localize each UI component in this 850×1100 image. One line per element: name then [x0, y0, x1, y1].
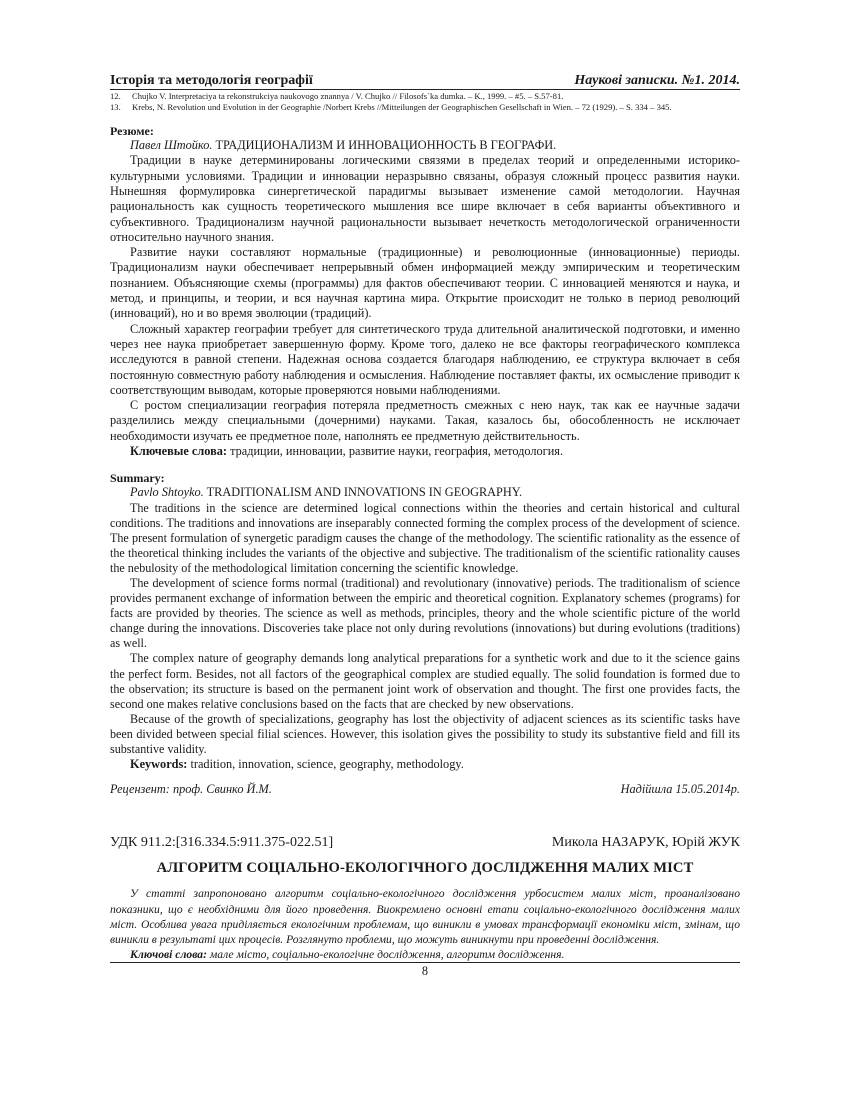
reference-text: Chujko V. Interpretaciya ta rekonstrukciya naukovogo znannya / V. Chujko // Filosofs`ka dumka. – K., 1999. – #5. – S.57-81. [132, 91, 564, 101]
summary-paragraph: The complex nature of geography demands long analytical preparations for a synthetic work and due to it the science gains the perfect form. Besides, not all factors of the geographical complex are studied equally. The solid foundation is formed due to the observation; its structure is based on the permanent joint work of observation and thought. The first one provides facts, the second one makes relative conclusions based on the facts that are checked by new observations. [110, 651, 740, 711]
article-keywords [110, 947, 740, 963]
reference-number: 13. [110, 101, 121, 112]
summary-byline [110, 485, 740, 500]
summary-block [110, 471, 740, 772]
summary-title: TRADITIONALISM AND INNOVATIONS IN GEOGRAPHY. [206, 485, 523, 500]
reference-item [110, 91, 740, 102]
udk-code: УДК 911.2:[316.334.5:911.375-022.51] [110, 835, 334, 851]
summary-heading: Summary: [110, 471, 165, 486]
page-number: 8 [421, 964, 429, 979]
summary-keywords [110, 757, 740, 772]
summary-keywords-label: Keywords: [130, 757, 188, 772]
reference-number: 12. [110, 91, 121, 101]
resume-keywords-text: традиции, инновации, развитие науки, география, методология. [227, 444, 564, 459]
reference-item [110, 102, 740, 113]
signoff-row [110, 782, 740, 797]
summary-keywords-text: tradition, innovation, science, geography, methodology. [187, 757, 464, 772]
header-journal-issue: Наукові записки. №1. 2014. [574, 73, 740, 88]
reference-text: Krebs, N. Revolution und Evolution in der Geographie /Norbert Krebs //Mitteilungen der Geographischen Gesellschaft in Wien. – 72 (1929). – S. 334 – 345. [132, 101, 672, 112]
resume-byline [110, 138, 740, 153]
received-date: Надійшла 15.05.2014р. [620, 782, 740, 797]
resume-paragraph: С ростом специализации география потеряла предметность смежных с нею наук, так как ее научные задачи разделились между специальными (дочерними) науками. Такая, казалось бы, обособленность не исключает необходимости изучать ее предметное поле, наполнять ее предметную действительность. [110, 398, 740, 443]
summary-paragraph: Because of the growth of specializations, geography has lost the objectivity of adjacent sciences as its scientific tasks have been divided between special filial sciences. However, this isolation gives the possibility to study its substantive field and fill its substantive validity. [110, 711, 740, 757]
resume-title: ТРАДИЦИОНАЛИЗМ И ИННОВАЦИОННОСТЬ В ГЕОГРАФИ. [215, 138, 557, 153]
article-keywords-text: мале місто, соціально-екологічне дослідження, алгоритм дослідження. [206, 948, 565, 962]
resume-keywords-label: Ключевые слова: [130, 444, 227, 459]
article-keywords-label: Ключові слова: [130, 948, 207, 962]
article-abstract: У статті запропоновано алгоритм соціально-екологічного дослідження урбосистем малих міст, проаналізовано показники, що є необхідними для його проведення. Виокремлено основні етапи соціально-екологічного дослідження малих міст. Особлива увага приділяється екологічним проблемам, що виникли в умовах трансформації економіки міст, змінам, що виникли в результаті цих процесів. Розглянуто проблеми, що можуть виникнути при проведенні дослідження. [110, 887, 740, 947]
resume-author: Павел Штойко. [130, 138, 213, 153]
journal-page [110, 72, 740, 979]
resume-heading: Резюме: [110, 124, 154, 139]
header-section-title: Історія та методологія географії [110, 73, 313, 88]
resume-paragraph: Сложный характер географии требует для синтетического труда длительной аналитической подготовки, и именно через нее наука приобретает завершенную форму. Кроме того, далеко не все факторы географического комплекса исследуются в равной степени. Надежная основа создается благодаря наблюдению, ее структура включает в себя постоянную совместную работу наблюдения и осмысления. Наблюдение поставляет факты, их осмысление приводит к соответствующим выводам, которые проверяются новыми наблюдениями. [110, 321, 740, 397]
resume-paragraph: Традиции в науке детерминированы логическими связями в пределах теорий и определенными историко-культурными условиями. Традиции и инновации неразрывно связаны, образуя сложный процесс развития науки. Нынешняя формулировка синергетической парадигмы вызывает изменение самой методологии. Научная рациональность как сущность теоретического мышления все шире включает в себя варианты объективного и субъективного. Традиционализм научной рациональности вызывает нечеткость методологической ограниченности относительно научного знания. [110, 153, 740, 244]
reference-list [110, 91, 740, 112]
resume-keywords [110, 444, 740, 459]
article-meta-row [110, 835, 740, 851]
summary-paragraph: The traditions in the science are determined logical connections within the theories and certain historical and cultural conditions. The traditions and innovations are inseparably connected forming the complex process of the development of science. The present formulation of synergetic paradigm causes the change of the methodology. The scientific rationality as the essence of the theoretical thinking includes the variants of the objective and subjective. The traditionalism of the scientific rationality causes the nebulosity of the methodological limitation concerning the scientific knowledge. [110, 500, 740, 575]
reviewer-note: Рецензент: проф. Свинко Й.М. [110, 782, 272, 797]
summary-paragraph: The development of science forms normal (traditional) and revolutionary (innovative) periods. The traditionalism of science provides permanent exchange of information between the empiric and theoretical cognition. Explanatory schemes (programs) for facts are provided by theories. The science as well as methods, principles, theory and the whole scientific picture of the world change during the innovations. Discoveries take place not only during revolutions (innovations) but during evolutions (traditions) as well. [110, 576, 740, 651]
running-header [110, 72, 740, 90]
article-authors: Микола НАЗАРУК, Юрій ЖУК [551, 835, 740, 851]
resume-paragraph: Развитие науки составляют нормальные (традиционные) и революционные (инновационные) периоды. Традиционализм науки обеспечивает непрерывный обмен информацией между эмпирическим и теоретическим познанием. Объясняющие схемы (программы) для фактов обеспечивают теории. С инновацией меняются и наука, и метод, и принципы, и теории, и вся научная картина мира. Открытие происходит не только в период революций (инноваций), но и во время эволюции (традиций). [110, 245, 740, 321]
summary-author: Pavlo Shtoyko. [130, 485, 204, 500]
article-title: АЛГОРИТМ СОЦІАЛЬНО-ЕКОЛОГІЧНОГО ДОСЛІДЖЕННЯ МАЛИХ МІСТ [156, 860, 694, 877]
